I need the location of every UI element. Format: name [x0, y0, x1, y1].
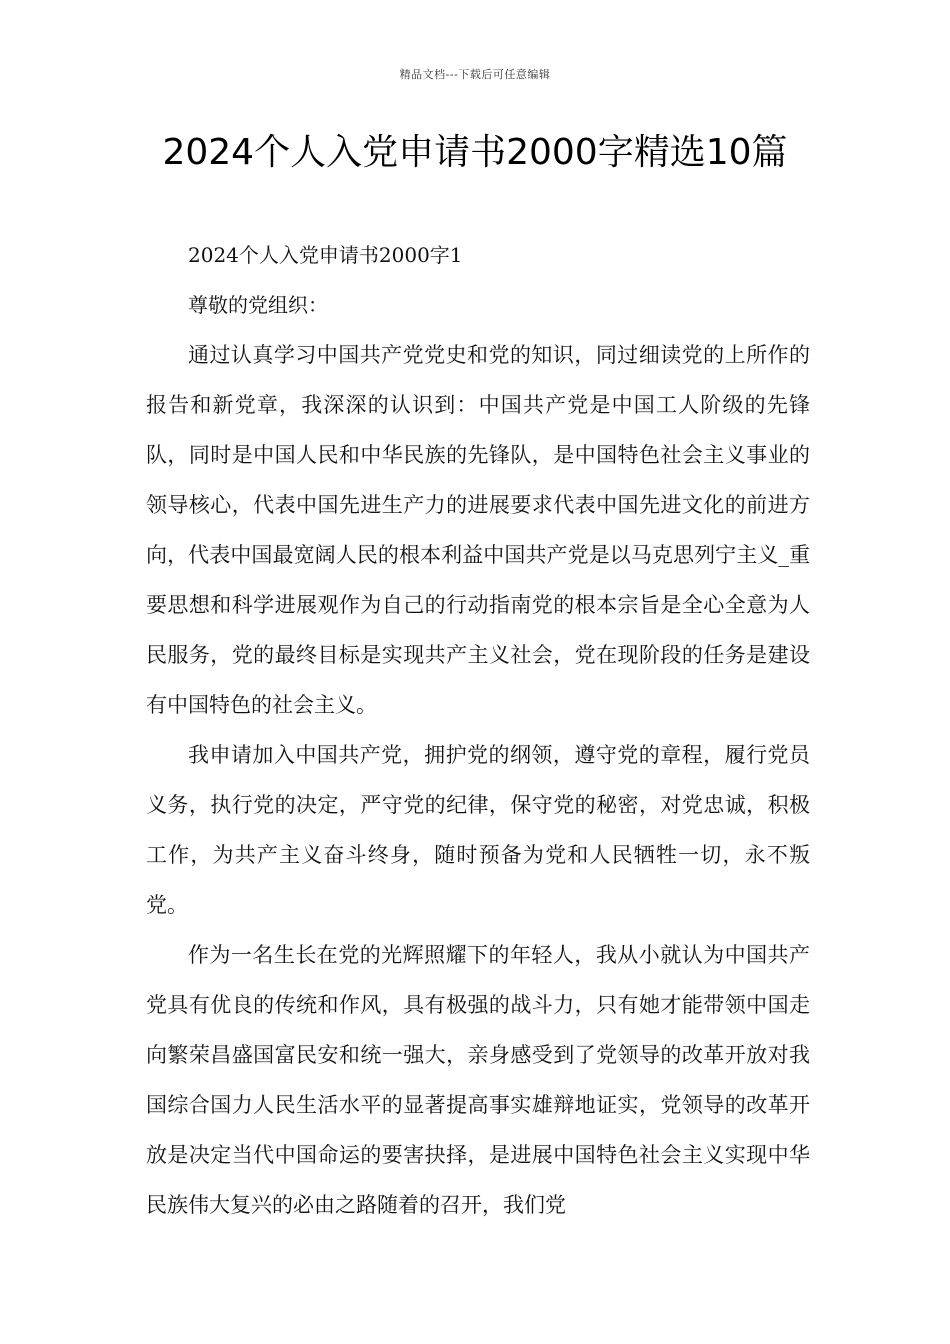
- salutation: 尊敬的党组织：: [188, 293, 328, 317]
- paragraph-1: 通过认真学习中国共产党党史和党的知识，同过细读党的上所作的报告和新党章，我深深的认识到：中国共产党是中国工人阶级的先锋队，同时是中国人民和中华民族的先锋队，是中国特色社会主义事业的领导核心，代表中国先进生产力的进展要求代表中国先进文化的前进方向，代表中国最宽阔人民的根本利益中国共产党是以马克思列宁主义_重要思想和科学进展观作为自己的行动指南党的根本宗旨是全心全意为人民服务，党的最终目标是实现共产主义社会，党在现阶段的任务是建设有中国特色的社会主义。: [146, 343, 810, 717]
- section-heading: 2024个人入党申请书2000字1: [188, 243, 463, 267]
- paragraph-2: 我申请加入中国共产党，拥护党的纲领，遵守党的章程，履行党员义务，执行党的决定，严守党的纪律，保守党的秘密，对党忠诚，积极工作，为共产主义奋斗终身，随时预备为党和人民牺牲一切，永不叛党。: [146, 743, 810, 917]
- paragraph-3: 作为一名生长在党的光辉照耀下的年轻人，我从小就认为中国共产党具有优良的传统和作风，具有极强的战斗力，只有她才能带领中国走向繁荣昌盛国富民安和统一强大，亲身感受到了党领导的改革开放对我国综合国力人民生活水平的显著提高事实雄辩地证实，党领导的改革开放是决定当代中国命运的要害抉择，是进展中国特色社会主义实现中华民族伟大复兴的必由之路随着的召开，我们党: [146, 943, 810, 1217]
- document-title: 2024个人入党申请书2000字精选10篇: [162, 132, 788, 173]
- document-body: [146, 230, 810, 1230]
- page-header-note: 精品文档---下载后可任意编辑: [399, 68, 551, 81]
